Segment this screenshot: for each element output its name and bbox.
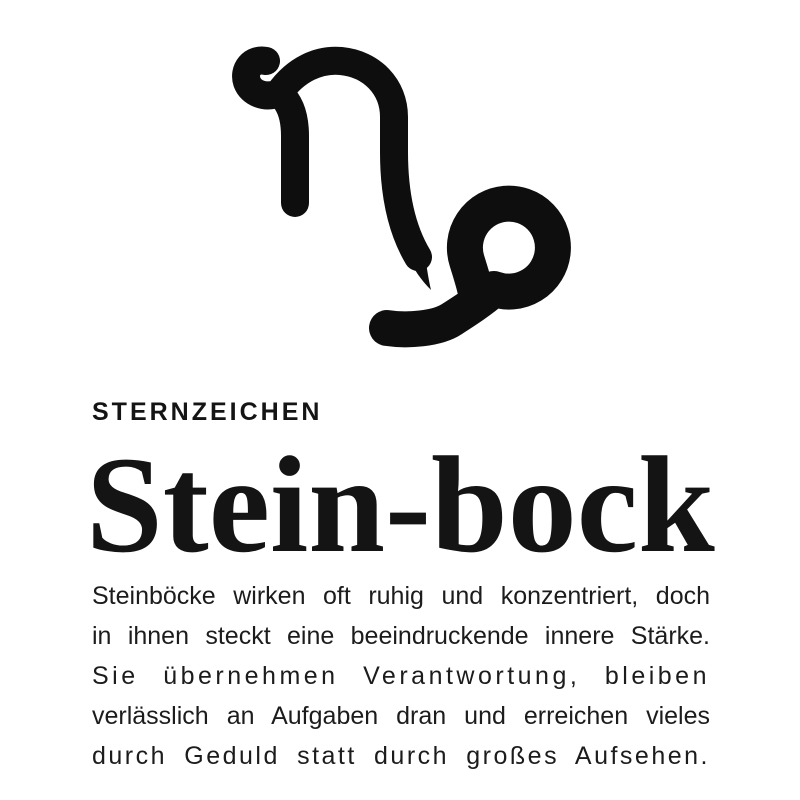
description-line: Steinböcke wirken oft ruhig und konzentriert, doch	[92, 582, 710, 610]
page-title: Stein-bock	[86, 428, 715, 581]
capricorn-icon	[228, 42, 578, 352]
description-line: in ihnen steckt eine beeindruckende innere Stärke.	[92, 622, 710, 650]
description-paragraph	[92, 576, 710, 776]
description-line: verlässlich an Aufgaben dran und erreichen vieles	[92, 702, 710, 730]
eyebrow-label: STERNZEICHEN	[92, 398, 323, 426]
description-line: Sie übernehmen Verantwortung, bleiben	[92, 662, 710, 690]
description-line: durch Geduld statt durch großes Aufsehen.	[92, 742, 710, 770]
